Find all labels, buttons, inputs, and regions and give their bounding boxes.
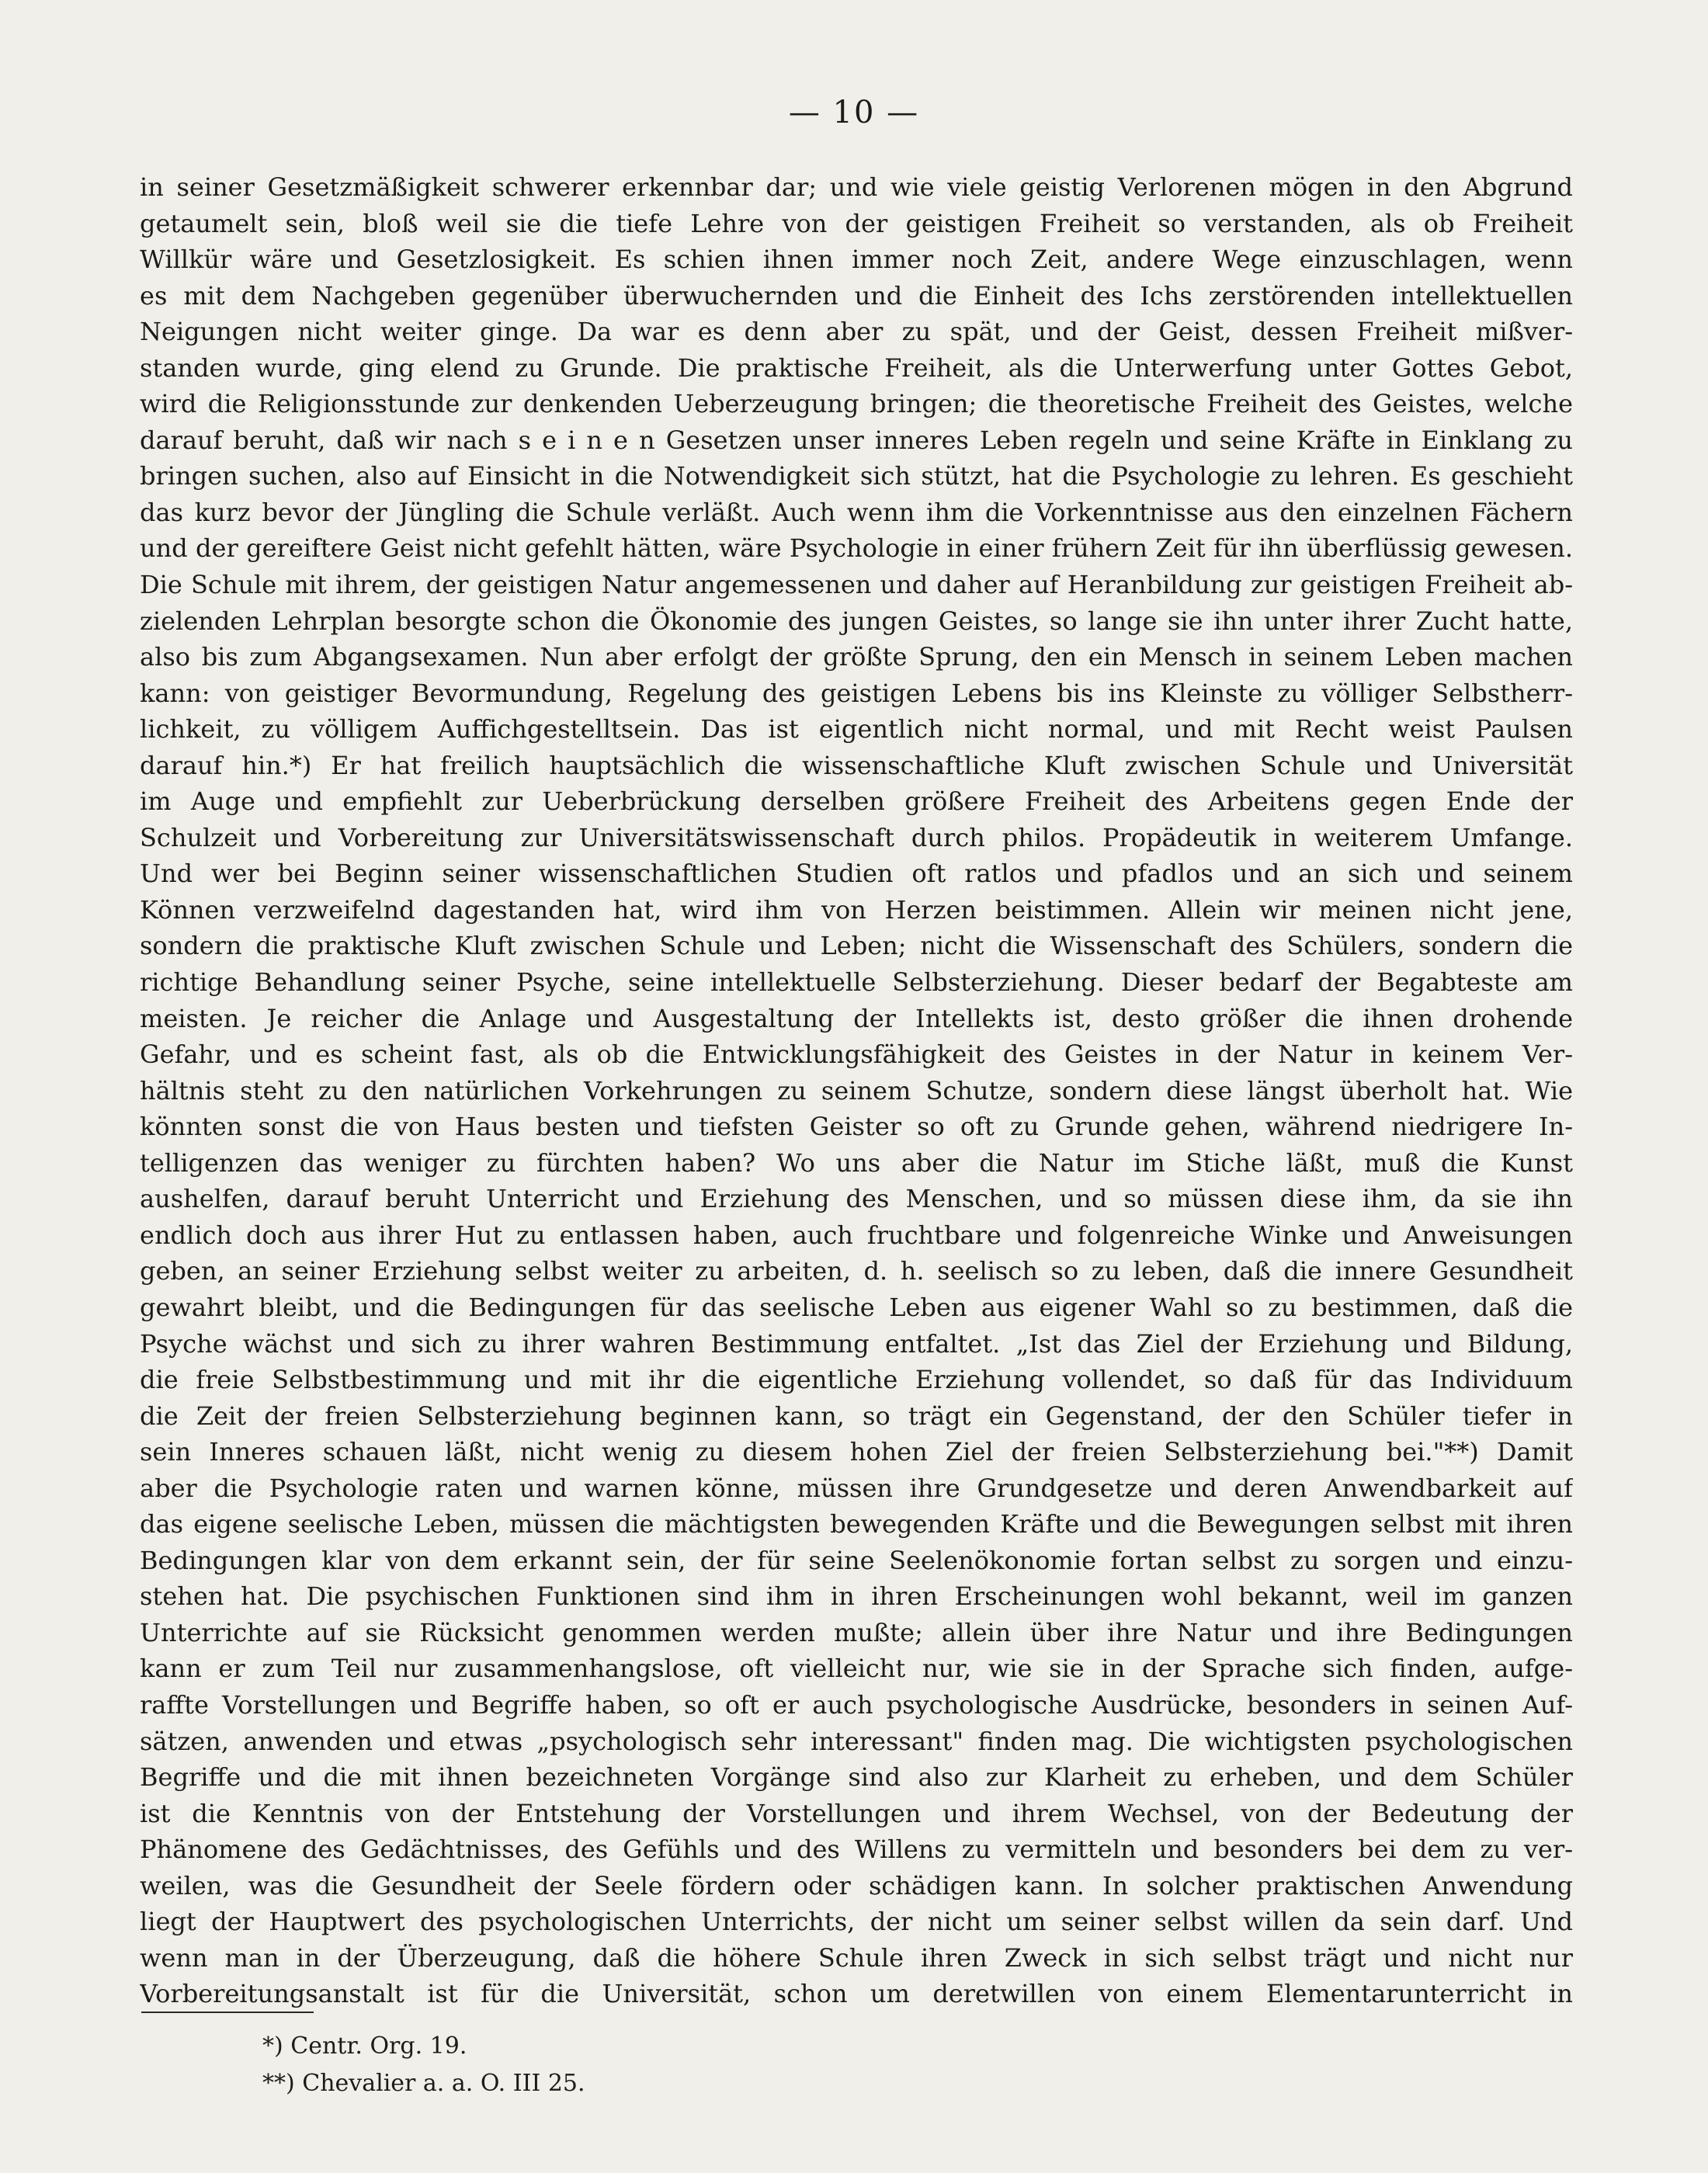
text-line: das kurz bevor der Jüngling die Schule verläßt. Auch wenn ihm die Vorkenntnisse aus den einzelnen Fächern — [140, 497, 1573, 527]
text-line: es mit dem Nachgeben gegenüber überwuchernden und die Einheit des Ichs zerstörenden intellektuellen — [140, 280, 1573, 311]
text-line: Können verzweifelnd dagestanden hat, wird ihm von Herzen beistimmen. Allein wir meinen nicht jene, — [140, 894, 1573, 925]
text-line: Schulzeit und Vorbereitung zur Universitätswissenschaft durch philos. Propädeutik in weiterem Umfange. — [140, 822, 1573, 852]
text-line: aber die Psychologie raten und warnen könne, müssen ihre Grundgesetze und deren Anwendbarkeit auf — [140, 1473, 1573, 1503]
text-line: in seiner Gesetzmäßigkeit schwerer erkennbar dar; und wie viele geistig Verlorenen mögen in den Abgrund — [140, 172, 1573, 202]
text-line: Willkür wäre und Gesetzlosigkeit. Es schien ihnen immer noch Zeit, andere Wege einzuschlagen, wenn — [140, 245, 1573, 275]
text-line: sätzen, anwenden und etwas „psychologisch sehr interessant" finden mag. Die wichtigsten psychologischen — [140, 1726, 1573, 1756]
text-line: sein Inneres schauen läßt, nicht wenig zu diesem hohen Ziel der freien Selbsterziehung bei."**) Damit — [140, 1437, 1573, 1467]
text-line: gewahrt bleibt, und die Bedingungen für das seelische Leben aus eigener Wahl so zu bestimmen, daß die — [140, 1292, 1573, 1322]
text-line: Die Schule mit ihrem, der geistigen Natur angemessenen und daher auf Heranbildung zur geistigen Freiheit ab- — [140, 570, 1573, 600]
text-line: also bis zum Abgangsexamen. Nun aber erfolgt der größte Sprung, den ein Mensch in seinem Leben machen — [140, 642, 1573, 672]
body-text — [140, 169, 1573, 2012]
text-line: Gefahr, und es scheint fast, als ob die Entwicklungsfähigkeit des Geistes in der Natur in keinem Ver- — [140, 1040, 1573, 1070]
page-number: — 10 — — [788, 95, 920, 130]
text-line: sondern die praktische Kluft zwischen Schule und Leben; nicht die Wissenschaft des Schülers, sondern die — [140, 931, 1573, 961]
text-line: die Zeit der freien Selbsterziehung beginnen kann, so trägt ein Gegenstand, der den Schüler tiefer in — [140, 1401, 1573, 1431]
text-line: getaumelt sein, bloß weil sie die tiefe Lehre von der geistigen Freiheit so verstanden, als ob Freiheit — [140, 208, 1573, 238]
text-line: stehen hat. Die psychischen Funktionen sind ihm in ihren Erscheinungen wohl bekannt, weil im ganzen — [140, 1581, 1573, 1612]
text-line: raffte Vorstellungen und Begriffe haben, so oft er auch psychologische Ausdrücke, besonders in seinen Auf- — [140, 1689, 1573, 1720]
text-line: zielenden Lehrplan besorgte schon die Ökonomie des jungen Geistes, so lange sie ihn unter ihrer Zucht hatte, — [140, 606, 1573, 636]
text-line: endlich doch aus ihrer Hut zu entlassen haben, auch fruchtbare und folgenreiche Winke und Anweisungen — [140, 1220, 1573, 1250]
text-line: kann: von geistiger Bevormundung, Regelung des geistigen Lebens bis ins Kleinste zu völliger Selbstherr- — [140, 678, 1573, 708]
text-line: richtige Behandlung seiner Psyche, seine intellektuelle Selbsterziehung. Dieser bedarf der Begabteste am — [140, 967, 1573, 998]
footnote-divider — [141, 2012, 314, 2013]
text-line: die freie Selbstbestimmung und mit ihr die eigentliche Erziehung vollendet, so daß für das Individuum — [140, 1365, 1573, 1395]
text-line: Und wer bei Beginn seiner wissenschaftlichen Studien oft ratlos und pfadlos und an sich und seinem — [140, 859, 1573, 889]
text-line: wird die Religionsstunde zur denkenden Ueberzeugung bringen; die theoretische Freiheit des Geistes, welche — [140, 389, 1573, 419]
text-line: telligenzen das weniger zu fürchten haben? Wo uns aber die Natur im Stiche läßt, muß die Kunst — [140, 1147, 1573, 1178]
text-line: liegt der Hauptwert des psychologischen Unterrichts, der nicht um seiner selbst willen da sein darf. Und — [140, 1907, 1573, 1937]
text-line: kann er zum Teil nur zusammenhangslose, oft vielleicht nur, wie sie in der Sprache sich finden, aufge- — [140, 1654, 1573, 1684]
text-line: Phänomene des Gedächtnisses, des Gefühls und des Willens zu vermitteln und besonders bei dem zu ver- — [140, 1835, 1573, 1865]
text-line: Vorbereitungsanstalt ist für die Universität, schon um deretwillen von einem Elementarunterricht in — [140, 1979, 1573, 2009]
text-line: geben, an seiner Erziehung selbst weiter zu arbeiten, d. h. seelisch so zu leben, daß die innere Gesundheit — [140, 1256, 1573, 1286]
footnotes — [262, 2028, 1349, 2102]
text-line: ist die Kenntnis von der Entstehung der Vorstellungen und ihrem Wechsel, von der Bedeutung der — [140, 1798, 1573, 1828]
text-line: Unterrichte auf sie Rücksicht genommen werden mußte; allein über ihre Natur und ihre Bedingungen — [140, 1617, 1573, 1647]
text-line: Bedingungen klar von dem erkannt sein, der für seine Seelenökonomie fortan selbst zu sorgen und einzu- — [140, 1545, 1573, 1575]
text-line: das eigene seelische Leben, müssen die mächtigsten bewegenden Kräfte und die Bewegungen selbst mit ihren — [140, 1509, 1573, 1539]
text-line: standen wurde, ging elend zu Grunde. Die praktische Freiheit, als die Unterwerfung unter Gottes Gebot, — [140, 352, 1573, 383]
text-line: meisten. Je reicher die Anlage und Ausgestaltung der Intellekts ist, desto größer die ihnen drohende — [140, 1003, 1573, 1033]
text-line: und der gereiftere Geist nicht gefehlt hätten, wäre Psychologie in einer frühern Zeit für ihn überflüssig gewesen. — [140, 533, 1573, 564]
text-line: im Auge und empfiehlt zur Ueberbrückung derselben größere Freiheit des Arbeitens gegen Ende der — [140, 786, 1573, 817]
text-line: aushelfen, darauf beruht Unterricht und Erziehung des Menschen, und so müssen diese ihm, da sie ihn — [140, 1184, 1573, 1214]
text-line: könnten sonst die von Haus besten und tiefsten Geister so oft zu Grunde gehen, während niedrigere In- — [140, 1112, 1573, 1142]
text-line: lichkeit, zu völligem Auffichgestelltsein. Das ist eigentlich nicht normal, und mit Recht weist Paulsen — [140, 714, 1573, 745]
text-line: hältnis steht zu den natürlichen Vorkehrungen zu seinem Schutze, sondern diese längst überholt hat. Wie — [140, 1075, 1573, 1106]
footnote: *) Centr. Org. 19. — [262, 2032, 467, 2060]
text-line: darauf beruht, daß wir nach s e i n e n Gesetzen unser inneres Leben regeln und seine Kräfte in Einklang zu — [140, 425, 1573, 455]
text-line: Neigungen nicht weiter ginge. Da war es denn aber zu spät, und der Geist, dessen Freiheit mißver- — [140, 317, 1573, 347]
footnote: **) Chevalier a. a. O. III 25. — [262, 2070, 585, 2097]
text-line: weilen, was die Gesundheit der Seele fördern oder schädigen kann. In solcher praktischen Anwendung — [140, 1870, 1573, 1901]
text-line: darauf hin.*) Er hat freilich hauptsächlich die wissenschaftliche Kluft zwischen Schule und Universität — [140, 750, 1573, 780]
text-line: bringen suchen, also auf Einsicht in die Notwendigkeit sich stützt, hat die Psychologie zu lehren. Es geschieht — [140, 461, 1573, 491]
text-line: Begriffe und die mit ihnen bezeichneten Vorgänge sind also zur Klarheit zu erheben, und dem Schüler — [140, 1762, 1573, 1793]
text-line: wenn man in der Überzeugung, daß die höhere Schule ihren Zweck in sich selbst trägt und nicht nur — [140, 1942, 1573, 1973]
text-line: Psyche wächst und sich zu ihrer wahren Bestimmung entfaltet. „Ist das Ziel der Erziehung und Bildung, — [140, 1328, 1573, 1359]
